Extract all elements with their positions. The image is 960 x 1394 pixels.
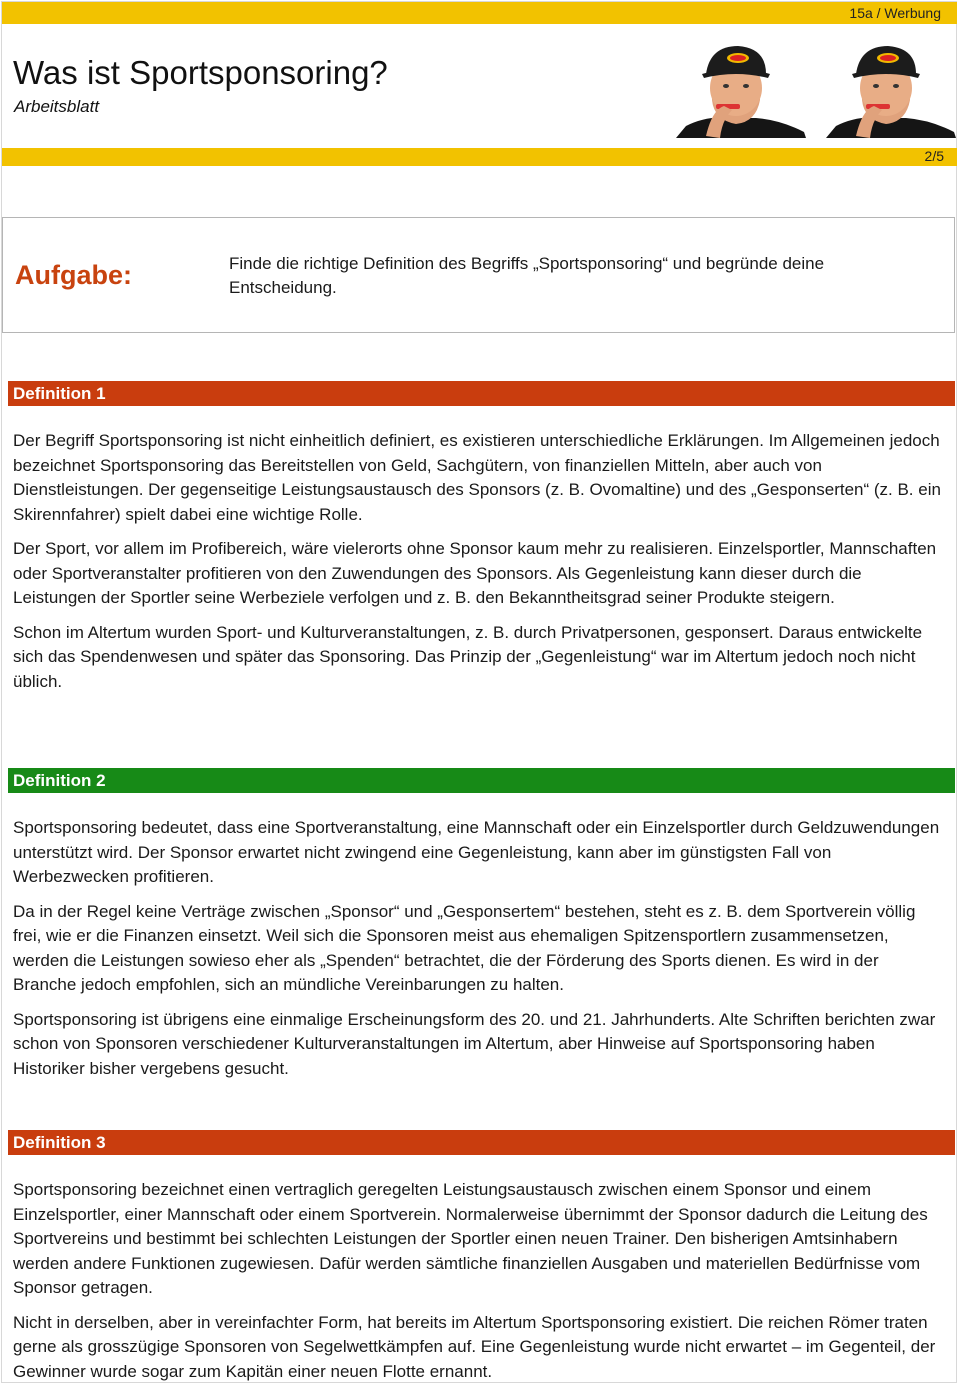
definition-1-body — [13, 429, 945, 704]
paragraph: Der Sport, vor allem im Profibereich, wäre vielerorts ohne Sponsor kaum mehr zu realisieren. Einzelsportler, Mannschaften oder Sportveranstalter profitieren von den Zuwendungen des Sponsors. Als Gegenleistung kann dieser durch die Leistungen der Sportler seine Werbeziele verfolgen und z. B. den Bekanntheitsgrad seiner Produkte steigern. — [13, 539, 937, 607]
definition-3-body — [13, 1178, 945, 1394]
paragraph: Da in der Regel keine Verträge zwischen „Sponsor“ und „Gesponsertem“ bestehen, steht es z. B. dem Sportverein völlig frei, wie er die Finanzen einsetzt. Weil sich die Sponsoren meist aus ehemaligen Spitzensportlern zusammensetzen, werden die Leistungen sowieso eher als „Spenden“ betrachtet, die der Förderung des Sports dienen. Es wird in der Branche jedoch empfohlen, sich an mündliche Vereinbarungen zu halten. — [13, 901, 916, 994]
paragraph: Sportsponsoring bedeutet, dass eine Sportveranstaltung, eine Mannschaft oder ein Einzelsportler durch Geldzuwendungen unterstützt wird. Der Sponsor erwartet nicht zwingend eine Gegenleistung, kann aber im günstigsten Fall von Werbezwecken profitieren. — [13, 818, 940, 886]
header-bar — [2, 2, 957, 24]
page-title: Was ist Sportsponsoring? — [13, 54, 388, 91]
definition-2-body — [13, 816, 945, 1091]
paragraph: Nicht in derselben, aber in vereinfachter Form, hat bereits im Altertum Sportsponsoring existiert. Die reichen Römer traten gerne als grosszügige Sponsoren von Segelwettkämpfen auf. Eine Gegenleistung wurde nicht erwartet – im Gegenteil, der Gewinner wurde sogar zum Kapitän einer neuen Flotte ernannt. — [13, 1312, 936, 1381]
task-label: Aufgabe: — [15, 260, 132, 290]
class-topic: 15a / Werbung — [849, 5, 941, 21]
paragraph: Sportsponsoring ist übrigens eine einmalige Erscheinungsform des 20. und 21. Jahrhunderts. Alte Schriften berichten zwar schon von Sponsoren verschiedener Kulturveranstaltungen im Altertum, aber Hinweise auf Sportsponsoring haben Historiker bisher vergebens gesucht. — [13, 1009, 936, 1078]
paragraph: Der Begriff Sportsponsoring ist nicht einheitlich definiert, es existieren unterschiedliche Erklärungen. Im Allgemeinen jedoch bezeichnet Sportsponsoring das Bereitstellen von Geld, Sachgütern, von finanziellen Mitteln, aber auch von Dienstleistungen. Der gegenseitige Leistungsaustausch des Sponsors (z. B. Ovomaltine) und des „Gesponserten“ (z. B. ein Skirennfahrer) spielt dabei eine wichtige Rolle. — [13, 431, 941, 524]
mascot-image — [676, 40, 806, 138]
definition-3-heading: Definition 3 — [8, 1130, 955, 1155]
paragraph: Schon im Altertum wurden Sport- und Kulturveranstaltungen, z. B. durch Privatpersonen, gesponsert. Daraus entwickelte sich das Spendenwesen und später das Sponsoring. Das Prinzip der „Gegenleistung“ war im Altertum jedoch noch nicht üblich. — [13, 622, 923, 691]
task-text: Finde die richtige Definition des Begriffs „Sportsponsoring“ und begründe deine Entscheidung. — [229, 254, 825, 297]
yellow-divider — [2, 148, 957, 166]
mascot-image — [826, 40, 956, 138]
task-box — [2, 217, 955, 333]
paragraph: Sportsponsoring bezeichnet einen vertraglich geregelten Leistungsaustausch zwischen einem Sponsor und einem Einzelsportler, einer Mannschaft oder einem Sportverein. Normalerweise übernimmt der Sponsor dadurch die Leitung des Sportvereins und bestimmt bei schlechten Leistungen der Sportler einen neuen Trainer. Den bisherigen Amtsinhabern werden andere Funktionen zugewiesen. Dafür werden sämtliche finanziellen Ausgaben und materiellen Bedürfnisse vom Sponsor getragen. — [13, 1180, 928, 1297]
definition-2-heading: Definition 2 — [8, 768, 955, 793]
definition-1-heading: Definition 1 — [8, 381, 955, 406]
page-subtitle: Arbeitsblatt — [14, 97, 100, 116]
page-number: 2/5 — [924, 148, 944, 164]
